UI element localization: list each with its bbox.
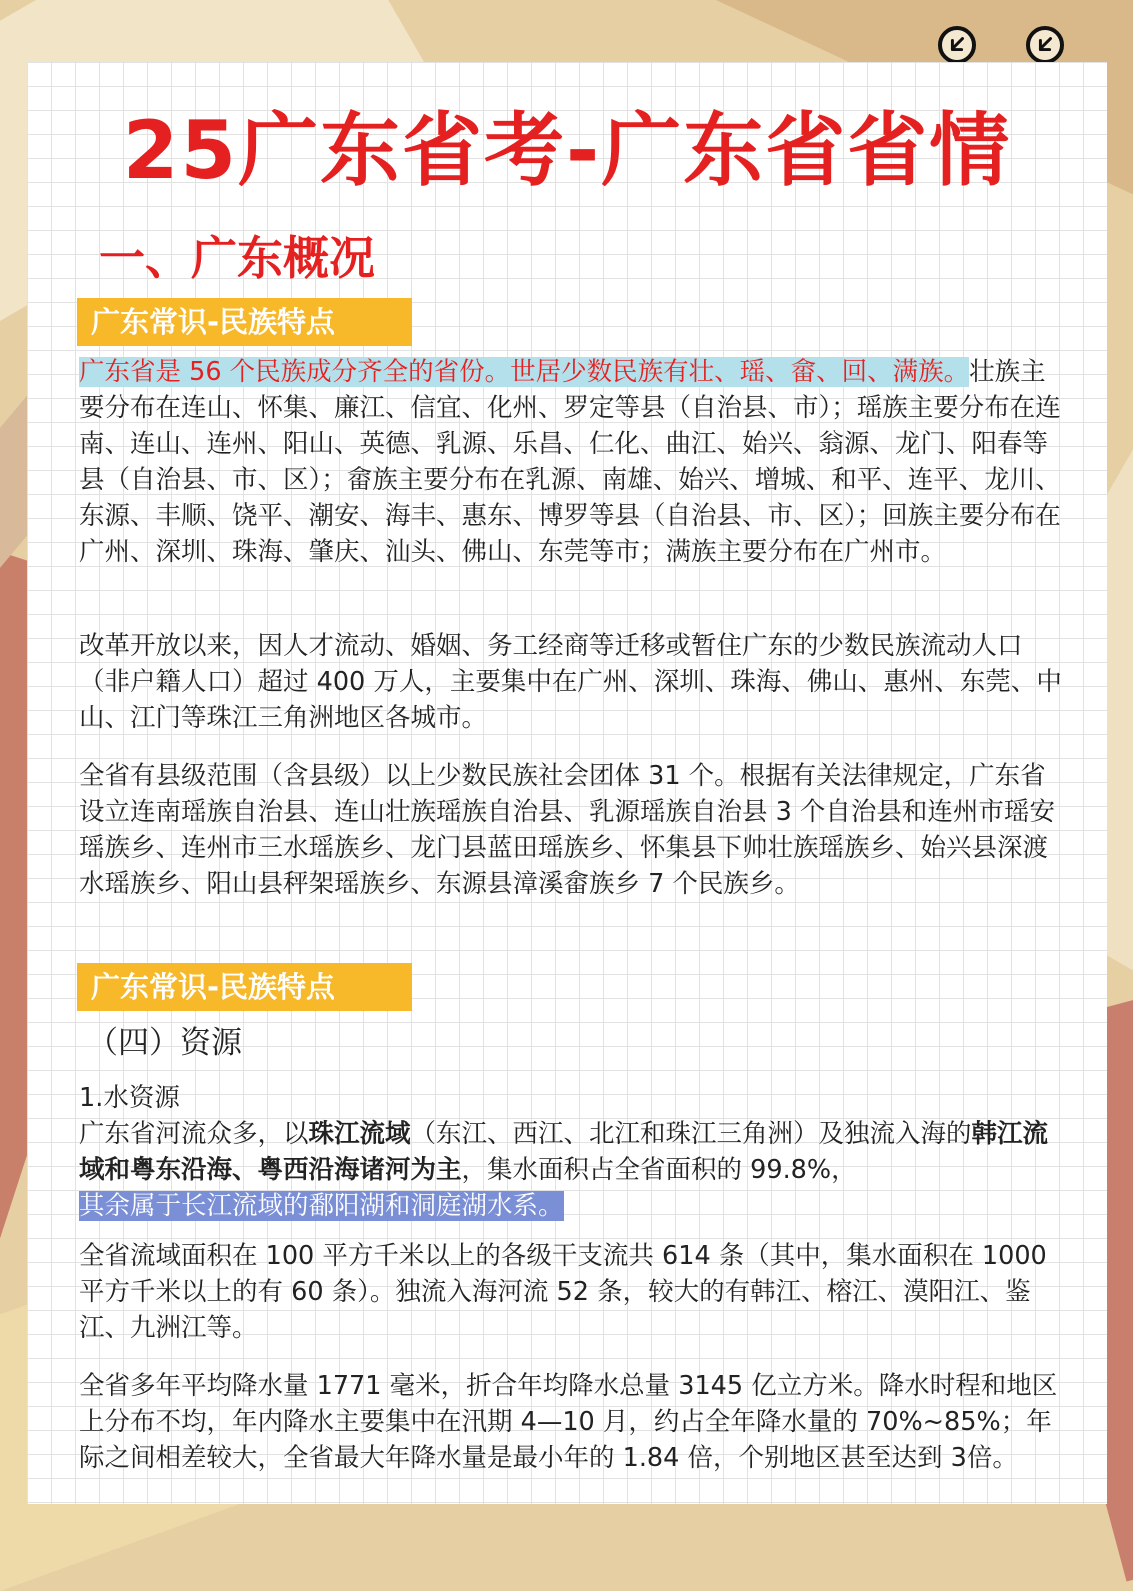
bold-text: 韩江流域和粤东沿海、粤西沿海诸河为主 [79,1119,1049,1185]
section-tag: 广东常识-民族特点 [77,963,412,1011]
paragraph-text: ，集水面积占全省面积的 99.8%， [461,1155,857,1185]
arrow-down-left-icon [1026,26,1064,64]
highlighted-text: 广东省是 56 个民族成分齐全的省份。世居少数民族有壮、瑶、畲、回、满族。 [79,357,970,387]
paragraph-text: （东江、西江、北江和珠江三角洲）及独流入海的 [410,1119,972,1149]
paragraph-text: 广东省河流众多，以 [79,1119,309,1149]
paragraph-text: 壮族主要分布在连山、怀集、廉江、信宜、化州、罗定等县（自治县、市）；瑶族主要分布在连南、连山、连州、阳山、英德、乳源、乐昌、仁化、曲江、始兴、翁源、龙门、阳春等县（自治县、市、区）；畲族主要分布在乳源、南雄、始兴、增城、和平、连平、龙川、东源、丰顺、饶平、潮安、海丰、惠东、博罗等县（自治县、市、区）；回族主要分布在广州、深圳、珠海、肇庆、汕头、佛山、东莞等市；满族主要分布在广州市。 [79,357,1061,567]
paragraph-rivers: 全省流域面积在 100 平方千米以上的各级干支流共 614 条（其中，集水面积在 1000 平方千米以上的有 60 条）。独流入海河流 52 条，较大的有韩江、榕江、漠阳江、鉴江、九洲江等。 [79,1241,1047,1343]
grid-paper [27,62,1107,1504]
water-resources [79,1080,1069,1224]
paragraph-ethnic-groups [79,354,1069,570]
page-title: 25广东省考-广东省省情 [122,104,1012,197]
highlighted-text: 其余属于长江流域的鄱阳湖和洞庭湖水系。 [79,1191,564,1221]
water-heading: 1.水资源 [79,1083,180,1113]
subsection-heading: （四）资源 [87,1025,242,1061]
bold-text: 珠江流域 [308,1119,411,1149]
paragraph-autonomous-areas: 全省有县级范围（含县级）以上少数民族社会团体 31 个。根据有关法律规定，广东省设立连南瑶族自治县、连山壮族瑶族自治县、乳源瑶族自治县 3 个自治县和连州市瑶安瑶族乡、连州市三水瑶族乡、龙门县蓝田瑶族乡、怀集县下帅壮族瑶族乡、始兴县深渡水瑶族乡、阳山县秤架瑶族乡、东源县漳溪畲族乡 7 个民族乡。 [79,761,1055,899]
arrow-down-left-icon [938,26,976,64]
paragraph-precipitation: 全省多年平均降水量 1771 毫米，折合年均降水总量 3145 亿立方米。降水时程和地区上分布不均，年内降水主要集中在汛期 4—10 月，约占全年降水量的 70%~85%；年际之间相差较大，全省最大年降水量是最小年的 1.84 倍，个别地区甚至达到 3倍。 [79,1371,1058,1473]
section-heading: 一、广东概况 [99,231,375,285]
section-tag: 广东常识-民族特点 [77,298,412,346]
paragraph-floating-population: 改革开放以来，因人才流动、婚姻、务工经商等迁移或暂住广东的少数民族流动人口（非户籍人口）超过 400 万人，主要集中在广州、深圳、珠海、佛山、惠州、东莞、中山、江门等珠江三角洲地区各城市。 [79,631,1062,733]
